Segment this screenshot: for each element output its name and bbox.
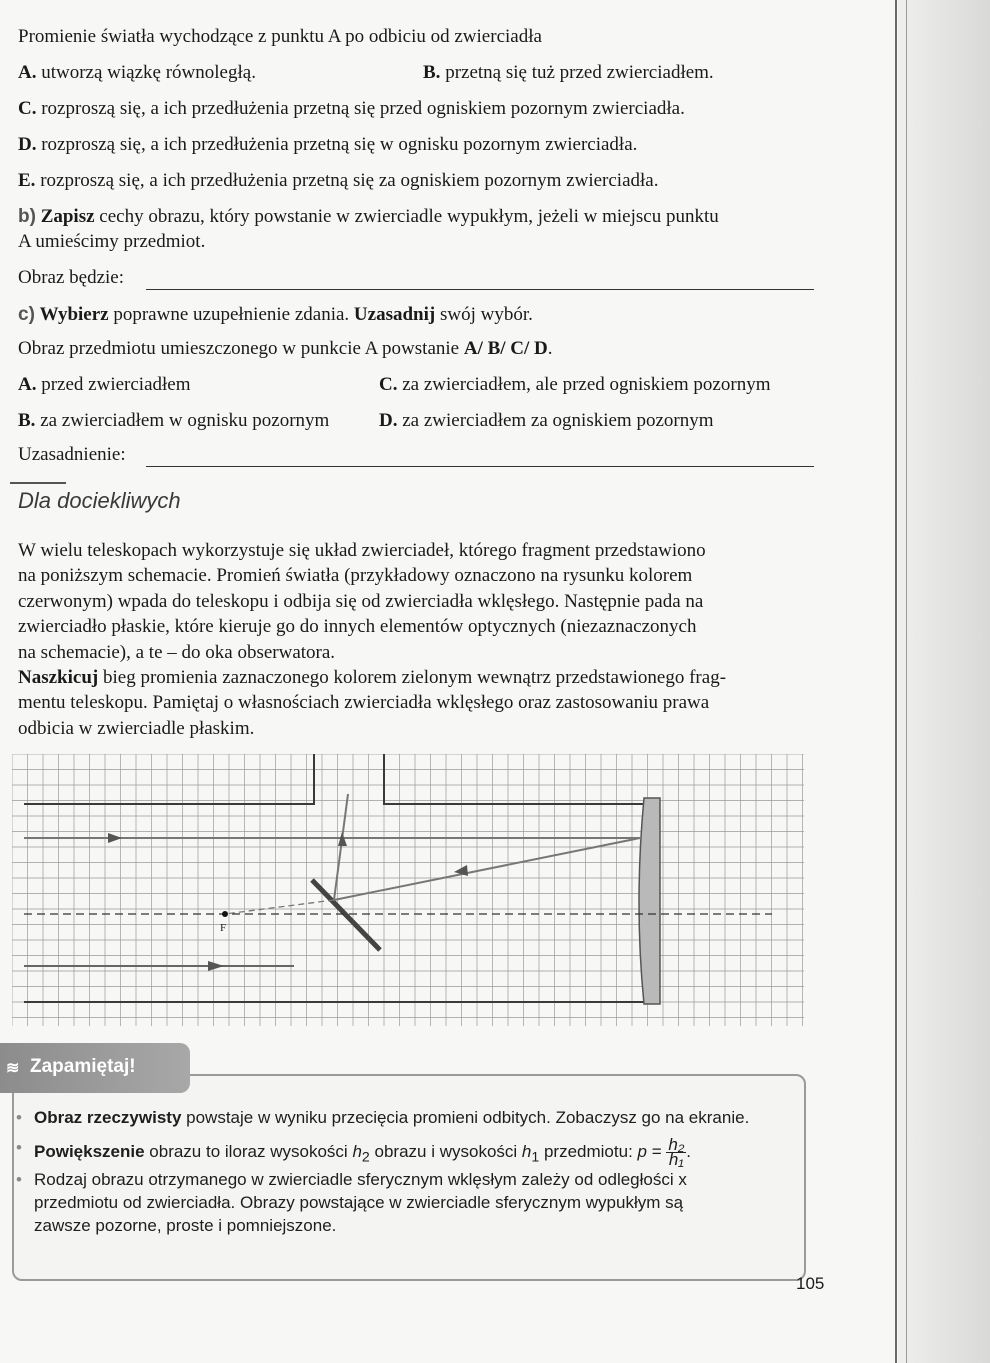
option-c-text: rozproszą się, a ich przedłużenia przetną się przed ogniskiem pozornym zwierciadła.	[36, 98, 685, 119]
fraction-numerator: h₂	[668, 1135, 685, 1154]
bullet-icon: •	[16, 1170, 22, 1189]
option-d-text: rozproszą się, a ich przedłużenia przetną się w ognisku pozornym zwierciadła.	[36, 134, 638, 155]
part-c-label: c)	[18, 304, 35, 325]
bullet-icon: •	[16, 1138, 22, 1157]
task-text: bieg promienia zaznaczonego kolorem zielonym wewnątrz przedstawionego frag-	[98, 667, 727, 689]
red-ray	[24, 794, 640, 914]
part-c-option-d-letter: D.	[379, 410, 398, 431]
part-b-text: cechy obrazu, który powstanie w zwierciadle wypukłym, jeżeli w miejscu punktu	[94, 206, 719, 227]
remember-item-text: zawsze pozorne, proste i pomniejszone.	[34, 1216, 337, 1235]
question-stem: Promienie światła wychodzące z punktu A po odbiciu od zwierciadła	[18, 26, 542, 47]
section-rule	[10, 482, 66, 484]
option-a-letter: A.	[18, 62, 37, 83]
paragraph-line: zwierciadło płaskie, które kieruje go do innych elementów optycznych (niezaznaczonych	[18, 616, 697, 638]
option-a-text: utworzą wiązkę równoległą.	[36, 62, 256, 83]
part-c-option-c-letter: C.	[379, 374, 398, 395]
part-c-sentence	[18, 338, 553, 360]
page-number: 105	[796, 1274, 825, 1293]
option-d	[18, 134, 637, 156]
part-c-text1: poprawne uzupełnienie zdania.	[108, 304, 354, 325]
option-b-letter: B.	[423, 62, 441, 83]
part-c-sentence-text: Obraz przedmiotu umieszczonego w punkcie A powstanie	[18, 338, 464, 359]
section-title: Dla dociekliwych	[18, 488, 181, 513]
symbol-p: p	[637, 1141, 647, 1161]
magnification-fraction	[666, 1135, 686, 1169]
part-b-answer-label: Obraz będzie:	[18, 267, 125, 288]
remember-item-text: przedmiotu:	[539, 1141, 638, 1161]
remember-item	[16, 1135, 692, 1169]
remember-item-text: obrazu to iloraz wysokości	[144, 1141, 353, 1161]
remember-title: Zapamiętaj!	[30, 1056, 136, 1077]
part-c-choices: A/ B/ C/ D	[463, 338, 548, 359]
justification-field[interactable]	[146, 466, 814, 467]
subscript: 2	[361, 1149, 370, 1166]
option-e-letter: E.	[18, 170, 36, 191]
part-c-period: .	[547, 338, 553, 359]
part-c-option-b-letter: B.	[18, 410, 36, 431]
part-c-option-c	[379, 374, 770, 396]
arrow-right-icon	[108, 833, 122, 843]
fraction-denominator: h₁	[668, 1150, 684, 1169]
option-d-letter: D.	[18, 134, 37, 155]
page-edge	[895, 0, 897, 1363]
part-c-option-b	[18, 410, 329, 432]
part-b-verb: Zapisz	[40, 206, 95, 227]
part-c-option-a	[18, 374, 191, 396]
part-b-answer-field[interactable]	[146, 289, 814, 290]
page-edge-inner	[906, 0, 907, 1363]
task-line: odbicia w zwierciadle płaskim.	[18, 717, 255, 739]
list-lines-icon: ≋	[6, 1060, 20, 1077]
bullet-icon: •	[16, 1108, 22, 1127]
equals-sign: =	[646, 1141, 667, 1161]
remember-item-term: Powiększenie	[34, 1141, 145, 1161]
part-c-instruction	[18, 304, 533, 326]
focus-point	[222, 911, 228, 917]
telescope-diagram	[12, 754, 804, 1026]
part-c-option-b-text: za zwierciadłem w ognisku pozornym	[35, 410, 330, 431]
paragraph-line: czerwonym) wpada do teleskopu i odbija się od zwierciadła wklęsłego. Następnie pada na	[18, 590, 704, 612]
remember-item	[16, 1168, 687, 1237]
option-a	[18, 62, 256, 84]
justification-label: Uzasadnienie:	[18, 444, 126, 465]
paragraph-line: na poniższym schemacie. Promień światła (przykładowy oznaczono na rysunku kolorem	[18, 565, 693, 587]
remember-item-text: obrazu i wysokości	[369, 1141, 522, 1161]
remember-item-term: Obraz rzeczywisty	[34, 1108, 182, 1127]
part-c-verb1: Wybierz	[39, 304, 109, 325]
remember-item-text: przedmiotu od zwierciadła. Obrazy powstające w zwierciadle sferycznym wypukłym są	[34, 1193, 684, 1212]
part-c-option-d-text: za zwierciadłem za ogniskiem pozornym	[397, 410, 714, 431]
focus-label: F	[220, 922, 227, 934]
part-b-instruction	[18, 206, 719, 228]
page-fold-shadow	[898, 0, 990, 1363]
option-b-text: przetną się tuż przed zwierciadłem.	[440, 62, 714, 83]
option-e-text: rozproszą się, a ich przedłużenia przetną się za ogniskiem pozornym zwierciadła.	[35, 170, 659, 191]
part-c-option-a-letter: A.	[18, 374, 37, 395]
tube-wall-top-right	[384, 754, 652, 804]
ray-extension-to-focus	[225, 900, 334, 914]
remember-item	[16, 1108, 750, 1128]
arrow-right-icon	[208, 961, 224, 971]
section-paragraph	[18, 538, 818, 741]
symbol-h: h	[352, 1141, 362, 1161]
remember-item-text: powstaje w wyniku przecięcia promieni odbitych. Zobaczysz go na ekranie.	[181, 1108, 750, 1127]
period: .	[686, 1141, 692, 1161]
task-verb: Naszkicuj	[18, 667, 99, 689]
part-c-option-d	[379, 410, 714, 432]
part-b-label: b)	[18, 206, 36, 227]
symbol-h: h	[521, 1141, 532, 1161]
remember-item-text: Rodzaj obrazu otrzymanego w zwierciadle sferycznym wklęsłym zależy od odległości x	[34, 1170, 687, 1189]
tube-wall-top-left	[24, 754, 314, 804]
remember-tab	[0, 1043, 190, 1093]
option-c-letter: C.	[18, 98, 37, 119]
part-b-text-cont: A umieścimy przedmiot.	[18, 231, 206, 252]
task-line	[18, 665, 818, 690]
task-line: mentu teleskopu. Pamiętaj o własnościach zwierciadła wklęsłego oraz zastosowaniu prawa	[18, 692, 710, 714]
paragraph-line: W wielu teleskopach wykorzystuje się układ zwierciadeł, którego fragment przedstawiono	[18, 540, 706, 561]
paragraph-line: na schemacie), a te – do oka obserwatora.	[18, 641, 336, 663]
subscript: 1	[531, 1149, 540, 1166]
option-c	[18, 98, 685, 120]
option-b	[423, 62, 714, 84]
part-c-text2: swój wybór.	[435, 304, 533, 325]
option-e	[18, 170, 658, 192]
grid	[12, 754, 804, 1026]
part-c-option-a-text: przed zwierciadłem	[36, 374, 191, 395]
part-c-option-c-text: za zwierciadłem, ale przed ogniskiem pozornym	[397, 374, 771, 395]
concave-mirror	[639, 798, 660, 1004]
part-c-verb2: Uzasadnij	[353, 304, 436, 325]
